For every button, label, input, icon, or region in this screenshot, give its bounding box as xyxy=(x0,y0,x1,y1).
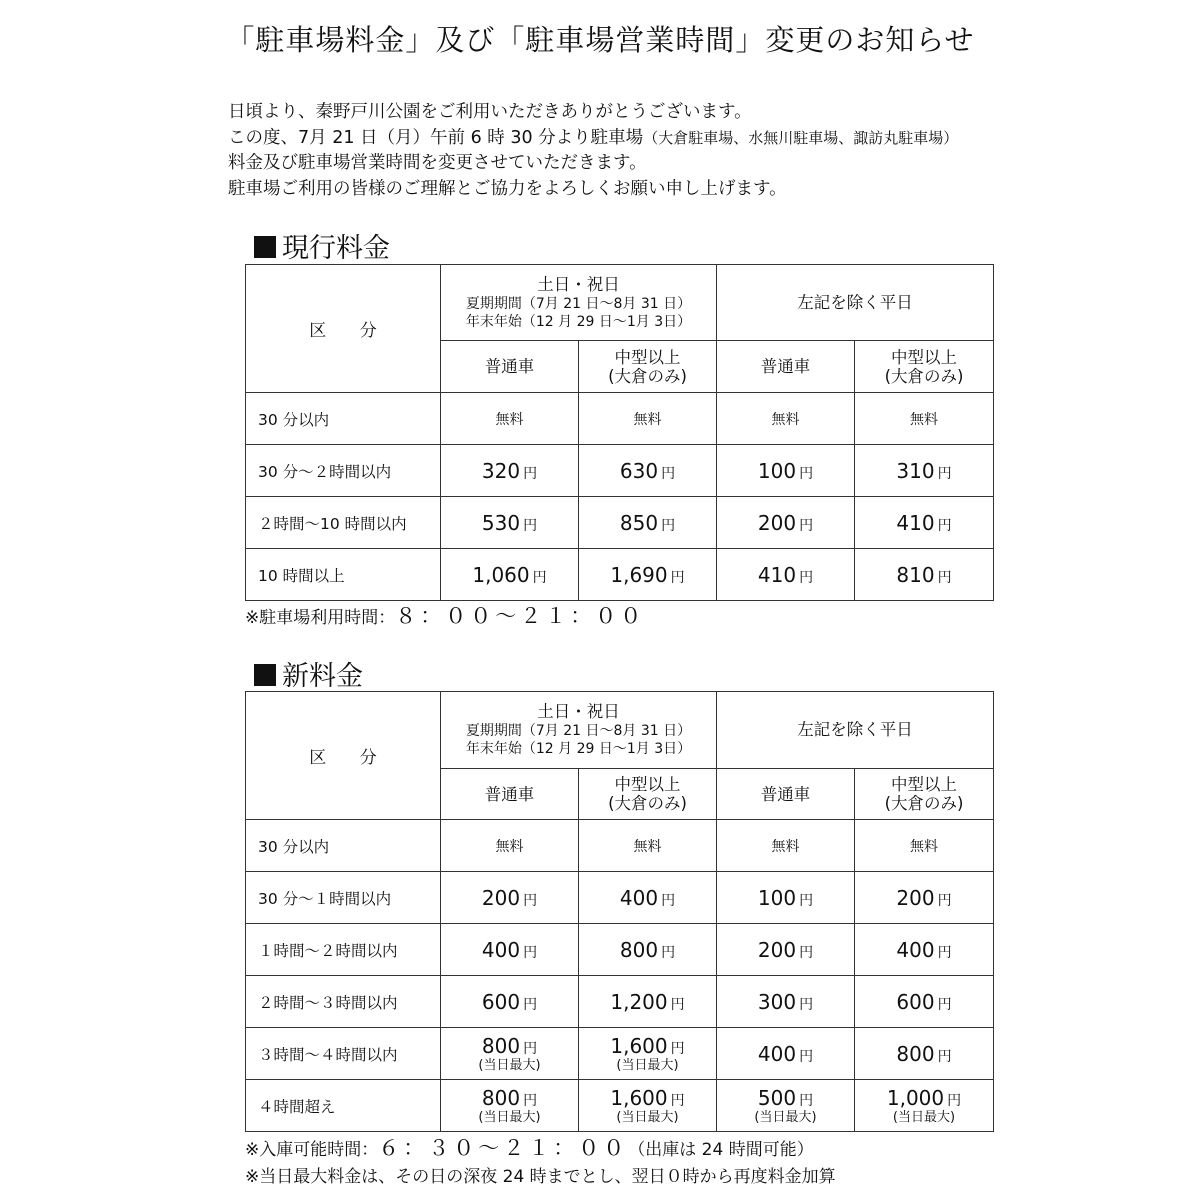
table-row xyxy=(246,976,994,1028)
daily-max-note: (当日最大) xyxy=(478,1110,541,1125)
summer-period: 夏期期間（7月 21 日～8月 31 日） xyxy=(465,723,692,739)
fee-cell: 無料 xyxy=(855,393,994,445)
yen-unit: 円 xyxy=(799,465,814,482)
normal-car-header: 普通車 xyxy=(441,341,579,393)
page-title: 「駐車場料金」及び「駐車場営業時間」変更のお知らせ xyxy=(225,23,975,57)
yen-unit: 円 xyxy=(670,1041,685,1057)
fee-cell xyxy=(579,924,717,976)
new-year-period: 年末年始（12 月 29 日～1月 3日） xyxy=(465,313,692,330)
fee-cell: 無料 xyxy=(579,393,717,445)
mid-car-label: 中型以上 xyxy=(614,347,681,367)
normal-car-header: 普通車 xyxy=(441,769,579,820)
yen-unit: 円 xyxy=(799,944,814,961)
fee-cell xyxy=(855,924,994,976)
weekday-header: 左記を除く平日 xyxy=(717,692,994,769)
row-label: 30 分～２時間以内 xyxy=(246,445,441,497)
intro-line-main: この度、7月 21 日（月）午前 6 時 30 分より駐車場 xyxy=(228,127,644,148)
yen-unit: 円 xyxy=(947,1093,962,1109)
fee-cell xyxy=(855,549,994,601)
mid-car-header xyxy=(855,341,994,393)
table-row xyxy=(246,1028,994,1080)
mid-car-note: (大倉のみ) xyxy=(884,794,964,813)
fee-cell xyxy=(855,872,994,924)
fee-cell xyxy=(579,445,717,497)
fee-amount: 100 xyxy=(757,885,797,910)
yen-unit: 円 xyxy=(937,996,952,1013)
yen-unit: 円 xyxy=(937,465,952,482)
weekend-header xyxy=(441,265,717,341)
fee-cell xyxy=(717,1080,855,1132)
fee-amount: 1,000 xyxy=(886,1086,945,1110)
fee-cell xyxy=(441,445,579,497)
fee-amount: 200 xyxy=(896,885,935,910)
fee-cell xyxy=(855,1080,994,1132)
fee-cell: 無料 xyxy=(441,393,579,445)
fee-cell: 無料 xyxy=(441,820,579,872)
fee-cell xyxy=(441,549,579,601)
entry-hours-note xyxy=(245,1132,814,1162)
fee-amount: 1,690 xyxy=(610,562,668,587)
row-label: ３時間～４時間以内 xyxy=(246,1028,441,1080)
yen-unit: 円 xyxy=(661,517,676,534)
intro-line: 料金及び駐車場営業時間を変更させていただきます。 xyxy=(228,153,647,173)
table-row xyxy=(246,393,994,445)
yen-unit: 円 xyxy=(799,517,814,534)
fee-cell xyxy=(717,549,855,601)
fee-amount: 800 xyxy=(481,1034,521,1058)
yen-unit: 円 xyxy=(523,1093,538,1109)
fee-cell xyxy=(717,497,855,549)
fee-amount: 200 xyxy=(481,885,521,910)
new-fees-table xyxy=(245,691,994,1132)
yen-unit: 円 xyxy=(937,944,952,961)
daily-max-note: (当日最大) xyxy=(754,1110,817,1125)
note-prefix: ※駐車場利用時間： xyxy=(245,608,396,628)
new-year-period: 年末年始（12 月 29 日～1月 3日） xyxy=(465,741,692,757)
fee-cell xyxy=(579,872,717,924)
fee-cell xyxy=(855,445,994,497)
fee-cell xyxy=(717,872,855,924)
fee-cell xyxy=(855,497,994,549)
fee-cell xyxy=(717,976,855,1028)
fee-cell xyxy=(441,497,579,549)
fee-cell xyxy=(441,1080,579,1132)
row-label: ４時間超え xyxy=(246,1080,441,1132)
table-row xyxy=(246,445,994,497)
yen-unit: 円 xyxy=(937,1048,952,1065)
mid-car-note: (大倉のみ) xyxy=(608,366,687,386)
new-fees-heading xyxy=(254,654,363,693)
fee-cell xyxy=(441,924,579,976)
row-label: 30 分～１時間以内 xyxy=(246,872,441,924)
daily-max-note: (当日最大) xyxy=(892,1110,956,1125)
table-row xyxy=(246,924,994,976)
normal-car-header: 普通車 xyxy=(717,341,855,393)
fee-cell: 無料 xyxy=(579,820,717,872)
yen-unit: 円 xyxy=(532,569,547,586)
yen-unit: 円 xyxy=(937,569,952,586)
weekend-header xyxy=(441,692,717,769)
weekend-title: 土日・祝日 xyxy=(537,274,620,294)
fee-cell xyxy=(579,497,717,549)
fee-amount: 530 xyxy=(481,510,521,535)
intro-line: 駐車場ご利用の皆様のご理解とご協力をよろしくお願い申し上げます。 xyxy=(228,178,787,199)
fee-amount: 810 xyxy=(896,562,935,587)
fee-amount: 600 xyxy=(481,989,521,1014)
fee-amount: 1,600 xyxy=(610,1086,668,1110)
note-time: ６：３０～２１：００ xyxy=(378,1136,629,1160)
fee-cell xyxy=(441,872,579,924)
yen-unit: 円 xyxy=(670,1093,685,1109)
kubun-header: 区 分 xyxy=(246,265,441,393)
row-label: ２時間～10 時間以内 xyxy=(246,497,441,549)
fee-cell: 無料 xyxy=(717,820,855,872)
weekend-title: 土日・祝日 xyxy=(537,702,620,721)
current-fees-table xyxy=(245,264,994,601)
table-row xyxy=(246,820,994,872)
intro-text xyxy=(228,100,1128,202)
fee-amount: 300 xyxy=(757,989,797,1014)
intro-line xyxy=(228,126,1128,152)
current-fees-heading xyxy=(254,226,390,265)
fee-amount: 400 xyxy=(757,1041,797,1066)
note-prefix: ※入庫可能時間： xyxy=(245,1140,379,1160)
fee-cell xyxy=(441,976,579,1028)
mid-car-note: (大倉のみ) xyxy=(884,366,964,386)
fee-amount: 1,200 xyxy=(610,989,668,1014)
row-label: １時間～２時間以内 xyxy=(246,924,441,976)
yen-unit: 円 xyxy=(799,1048,814,1065)
weekday-header: 左記を除く平日 xyxy=(717,265,994,341)
fee-amount: 200 xyxy=(757,937,797,962)
fee-amount: 800 xyxy=(896,1041,935,1066)
mid-car-label: 中型以上 xyxy=(891,775,957,794)
normal-car-header: 普通車 xyxy=(717,769,855,820)
fee-amount: 500 xyxy=(757,1086,797,1110)
fee-cell xyxy=(855,976,994,1028)
intro-line: 日頃より、秦野戸川公園をご利用いただきありがとうございます。 xyxy=(228,102,752,122)
fee-amount: 1,060 xyxy=(472,562,530,587)
mid-car-note: (大倉のみ) xyxy=(608,794,687,813)
mid-car-header xyxy=(579,769,717,820)
row-label: 10 時間以上 xyxy=(246,549,441,601)
daily-max-note: (当日最大) xyxy=(616,1110,679,1125)
yen-unit: 円 xyxy=(523,944,538,961)
mid-car-header xyxy=(855,769,994,820)
current-hours-note xyxy=(245,600,645,630)
fee-amount: 200 xyxy=(757,510,797,535)
yen-unit: 円 xyxy=(937,517,952,534)
table-row xyxy=(246,497,994,549)
fee-amount: 400 xyxy=(896,937,935,962)
intro-parking-list: （大倉駐車場、水無川駐車場、諏訪丸駐車場） xyxy=(643,128,959,147)
fee-cell: 無料 xyxy=(855,820,994,872)
square-bullet-icon xyxy=(254,236,276,258)
yen-unit: 円 xyxy=(670,996,685,1013)
fee-cell xyxy=(717,924,855,976)
yen-unit: 円 xyxy=(523,517,538,534)
note-suffix: （出庫は 24 時間可能） xyxy=(628,1140,814,1160)
fee-amount: 1,600 xyxy=(610,1034,668,1058)
fee-cell: 無料 xyxy=(717,393,855,445)
yen-unit: 円 xyxy=(661,944,676,961)
yen-unit: 円 xyxy=(799,569,814,586)
yen-unit: 円 xyxy=(937,892,952,909)
row-label: 30 分以内 xyxy=(246,393,441,445)
mid-car-header xyxy=(579,341,717,393)
yen-unit: 円 xyxy=(523,1041,538,1057)
fee-cell xyxy=(579,1028,717,1080)
fee-cell xyxy=(441,1028,579,1080)
fee-cell xyxy=(717,445,855,497)
fee-amount: 410 xyxy=(757,562,797,587)
daily-max-note: (当日最大) xyxy=(616,1058,679,1073)
note-time: ８：００～２１：００ xyxy=(395,604,646,628)
table-row xyxy=(246,1080,994,1132)
daily-max-rule-note: ※当日最大料金は、その日の深夜 24 時までとし、翌日０時から再度料金加算 xyxy=(245,1167,836,1187)
fee-amount: 400 xyxy=(619,885,659,910)
yen-unit: 円 xyxy=(799,892,814,909)
fee-amount: 600 xyxy=(896,989,935,1014)
yen-unit: 円 xyxy=(661,892,676,909)
fee-amount: 410 xyxy=(896,510,935,535)
table-row xyxy=(246,549,994,601)
row-label: 30 分以内 xyxy=(246,820,441,872)
fee-amount: 320 xyxy=(481,458,521,483)
mid-car-label: 中型以上 xyxy=(891,347,957,367)
yen-unit: 円 xyxy=(670,569,685,586)
yen-unit: 円 xyxy=(523,892,538,909)
mid-car-label: 中型以上 xyxy=(614,775,681,794)
fee-cell xyxy=(717,1028,855,1080)
fee-amount: 800 xyxy=(481,1086,521,1110)
kubun-header: 区 分 xyxy=(246,692,441,820)
square-bullet-icon xyxy=(254,664,276,686)
row-label: ２時間～３時間以内 xyxy=(246,976,441,1028)
fee-cell xyxy=(579,549,717,601)
table-row xyxy=(246,872,994,924)
fee-amount: 310 xyxy=(896,458,935,483)
fee-amount: 800 xyxy=(619,937,659,962)
fee-amount: 100 xyxy=(757,458,797,483)
fee-amount: 400 xyxy=(481,937,521,962)
fee-amount: 630 xyxy=(619,458,659,483)
yen-unit: 円 xyxy=(523,465,538,482)
fee-cell xyxy=(855,1028,994,1080)
fee-cell xyxy=(579,1080,717,1132)
fee-cell xyxy=(579,976,717,1028)
yen-unit: 円 xyxy=(661,465,676,482)
current-fees-heading-text: 現行料金 xyxy=(282,233,390,264)
summer-period: 夏期期間（7月 21 日～8月 31 日） xyxy=(465,295,692,312)
yen-unit: 円 xyxy=(799,1093,814,1109)
daily-max-note: (当日最大) xyxy=(478,1058,541,1073)
yen-unit: 円 xyxy=(523,996,538,1013)
new-fees-heading-text: 新料金 xyxy=(282,661,363,692)
fee-amount: 850 xyxy=(619,510,659,535)
yen-unit: 円 xyxy=(799,996,814,1013)
